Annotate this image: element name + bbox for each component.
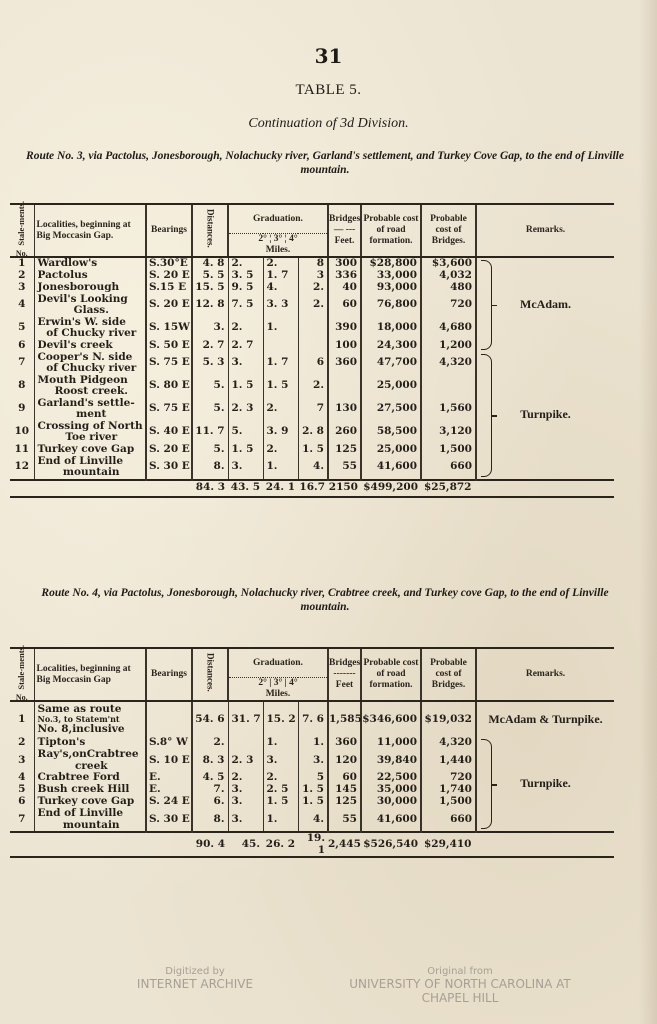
- distance: 7.: [192, 784, 228, 796]
- row-number: 8: [10, 375, 34, 398]
- distance: 4. 8: [192, 257, 228, 270]
- graduation-subheader: 2° | 3° | 4° Miles.: [228, 678, 328, 702]
- graduation-header: Graduation.: [228, 649, 328, 678]
- bridges-feet: 145: [328, 784, 361, 796]
- route3-title: Route No. 3, via Pactolus, Jonesborough, Nolachucky river, Garland's settlement, and Turkey Cove Gap, to the end of Linville mountain.: [26, 150, 624, 176]
- cost-bridges: 660: [421, 456, 476, 480]
- bearing: S. 75 E: [146, 398, 192, 421]
- graduation-3deg: 3. 3: [263, 294, 298, 317]
- distance: 2.: [192, 737, 228, 749]
- row-number: 3: [10, 282, 34, 294]
- distance: 8.: [192, 456, 228, 480]
- graduation-2deg: 3.: [228, 808, 263, 832]
- graduation-3deg: 2. 5: [263, 784, 298, 796]
- row-number: 7: [10, 352, 34, 375]
- graduation-2deg: 9. 5: [228, 282, 263, 294]
- cost-bridges: 1,200: [421, 340, 476, 352]
- bridges-feet: 260: [328, 421, 361, 444]
- row-number: 3: [10, 749, 34, 772]
- cost-road: 93,000: [361, 282, 421, 294]
- route4-table: [10, 644, 614, 858]
- cost-road: 35,000: [361, 784, 421, 796]
- cost-bridges: 480: [421, 282, 476, 294]
- bearing: S. 75 E: [146, 352, 192, 375]
- table-row: [10, 701, 614, 737]
- graduation-3deg: 1.: [263, 317, 298, 340]
- row-number: 9: [10, 398, 34, 421]
- distance: 11. 7: [192, 421, 228, 444]
- cost-road: $28,800: [361, 257, 421, 270]
- bearing: S. 24 E: [146, 796, 192, 808]
- cost-road: 22,500: [361, 772, 421, 784]
- cost-bridges: [421, 375, 476, 398]
- graduation-4deg: [298, 340, 328, 352]
- row-number: 12: [10, 456, 34, 480]
- graduation-4deg: 3.: [298, 749, 328, 772]
- locality: Devil's creek: [34, 340, 146, 352]
- distances-header: Distances.: [192, 205, 228, 257]
- graduation-4deg: 7: [298, 398, 328, 421]
- graduation-3deg: 1.: [263, 808, 298, 832]
- cost-bridges: 1,560: [421, 398, 476, 421]
- bearing: S. 30 E: [146, 808, 192, 832]
- page-number: 31: [314, 44, 343, 68]
- bridges-feet: 125: [328, 796, 361, 808]
- graduation-2deg: 3.: [228, 796, 263, 808]
- cost-bridges: 720: [421, 294, 476, 317]
- row-number: 10: [10, 421, 34, 444]
- bridges-feet: 120: [328, 749, 361, 772]
- graduation-4deg: 8: [298, 257, 328, 270]
- graduation-4deg: 6: [298, 352, 328, 375]
- locality: Cooper's N. side of Chucky river: [34, 352, 146, 375]
- bearings-header: Bearings: [146, 205, 192, 257]
- route3-table: [10, 200, 614, 498]
- locality: End of Linville mountain: [34, 808, 146, 832]
- graduation-4deg: 3: [298, 270, 328, 282]
- distance: 54. 6: [192, 701, 228, 737]
- graduation-2deg: 1. 5: [228, 375, 263, 398]
- bridges-feet: 125: [328, 444, 361, 456]
- bridges-feet: 360: [328, 737, 361, 749]
- remark: McAdam.: [476, 257, 614, 352]
- brace-icon: [481, 739, 492, 829]
- graduation-2deg: 1. 5: [228, 444, 263, 456]
- bearing: S. 50 E: [146, 340, 192, 352]
- graduation-4deg: 5: [298, 772, 328, 784]
- cost-bridges-header: Probable cost of Bridges.: [421, 649, 476, 701]
- cost-road: 18,000: [361, 317, 421, 340]
- graduation-2deg: 2. 3: [228, 398, 263, 421]
- row-number: 2: [10, 270, 34, 282]
- remarks-header: Remarks.: [476, 649, 614, 701]
- row-number: 6: [10, 340, 34, 352]
- graduation-3deg: 2.: [263, 772, 298, 784]
- locality: Mouth Pidgeon Roost creek.: [34, 375, 146, 398]
- graduation-4deg: [298, 317, 328, 340]
- distance: 12. 8: [192, 294, 228, 317]
- cost-bridges: 1,500: [421, 796, 476, 808]
- row-number: 4: [10, 294, 34, 317]
- cost-road: 24,300: [361, 340, 421, 352]
- remarks-header: Remarks.: [476, 205, 614, 257]
- bearings-header: Bearings: [146, 649, 192, 701]
- graduation-2deg: 5.: [228, 421, 263, 444]
- bridges-feet: 100: [328, 340, 361, 352]
- locality: Wardlow's: [34, 257, 146, 270]
- graduation-3deg: 1. 5: [263, 796, 298, 808]
- row-number: 5: [10, 317, 34, 340]
- locality: Erwin's W. side of Chucky river: [34, 317, 146, 340]
- bridges-feet: 60: [328, 294, 361, 317]
- cost-road: 76,800: [361, 294, 421, 317]
- distance: 5.: [192, 444, 228, 456]
- cost-road: 33,000: [361, 270, 421, 282]
- graduation-header: Graduation.: [228, 205, 328, 234]
- graduation-3deg: [263, 340, 298, 352]
- table-subtitle: Continuation of 3d Division.: [248, 116, 409, 131]
- statements-no-header: Stale-ments. No.: [10, 205, 34, 257]
- bearing: S.30°E: [146, 257, 192, 270]
- locality: Crabtree Ford: [34, 772, 146, 784]
- graduation-2deg: 2. 3: [228, 749, 263, 772]
- cost-road: 25,000: [361, 444, 421, 456]
- cost-bridges: 1,440: [421, 749, 476, 772]
- graduation-4deg: 7. 6: [298, 701, 328, 737]
- locality: Devil's Looking Glass.: [34, 294, 146, 317]
- cost-road: 58,500: [361, 421, 421, 444]
- bearing: S.15 E: [146, 282, 192, 294]
- cost-road: 25,000: [361, 375, 421, 398]
- graduation-4deg: 1. 5: [298, 796, 328, 808]
- bridges-feet: 130: [328, 398, 361, 421]
- graduation-2deg: 2.: [228, 317, 263, 340]
- locality: Turkey cove Gap: [34, 796, 146, 808]
- graduation-2deg: 31. 7: [228, 701, 263, 737]
- cost-bridges: 1,500: [421, 444, 476, 456]
- bridges-header: Bridges — --- Feet.: [328, 205, 361, 257]
- distance: 3.: [192, 317, 228, 340]
- graduation-2deg: 3.: [228, 456, 263, 480]
- cost-road: $346,600: [361, 701, 421, 737]
- graduation-3deg: 1. 7: [263, 270, 298, 282]
- locality: Ray's,onCrabtree creek: [34, 749, 146, 772]
- graduation-4deg: 2. 8: [298, 421, 328, 444]
- graduation-3deg: 1.: [263, 456, 298, 480]
- bearing: S. 40 E: [146, 421, 192, 444]
- cost-road: 30,000: [361, 796, 421, 808]
- bridges-feet: 360: [328, 352, 361, 375]
- bridges-feet: 300: [328, 257, 361, 270]
- distance: 8. 3: [192, 749, 228, 772]
- graduation-2deg: 2. 7: [228, 340, 263, 352]
- graduation-2deg: 3. 5: [228, 270, 263, 282]
- row-number: 6: [10, 796, 34, 808]
- graduation-2deg: 2.: [228, 772, 263, 784]
- cost-bridges: 3,120: [421, 421, 476, 444]
- bridges-feet: 60: [328, 772, 361, 784]
- graduation-3deg: 3. 9: [263, 421, 298, 444]
- brace-icon: [481, 354, 492, 477]
- localities-header: Localities, beginning at Big Moccasin Gap.: [34, 205, 146, 257]
- bearing: [146, 701, 192, 737]
- bridges-feet: [328, 375, 361, 398]
- row-number: 5: [10, 784, 34, 796]
- bearing: S.8° W: [146, 737, 192, 749]
- row-number: 7: [10, 808, 34, 832]
- distance: 5.: [192, 375, 228, 398]
- route4-totals-row: 90. 4 45. 26. 2 19. 1 2,445 $526,540 $29,410: [10, 832, 614, 857]
- graduation-2deg: 3.: [228, 784, 263, 796]
- graduation-4deg: 4.: [298, 808, 328, 832]
- bearing: S. 10 E: [146, 749, 192, 772]
- row-number: 1: [10, 257, 34, 270]
- bridges-feet: 55: [328, 456, 361, 480]
- row-number: 4: [10, 772, 34, 784]
- cost-road: 11,000: [361, 737, 421, 749]
- bearing: S. 20 E: [146, 444, 192, 456]
- digitized-by-watermark: Digitized by INTERNET ARCHIVE: [136, 966, 254, 991]
- locality: Jonesborough: [34, 282, 146, 294]
- bridges-feet: 390: [328, 317, 361, 340]
- row-number: 1: [10, 701, 34, 737]
- graduation-3deg: 1.: [263, 737, 298, 749]
- distance: 4. 5: [192, 772, 228, 784]
- page-edge-shadow: [639, 0, 657, 1024]
- graduation-3deg: 2.: [263, 444, 298, 456]
- cost-bridges: 720: [421, 772, 476, 784]
- distance: 6.: [192, 796, 228, 808]
- bridges-feet: 55: [328, 808, 361, 832]
- route3-totals-row: 84. 3 43. 5 24. 1 16.7 2150 $499,200 $25,872: [10, 480, 614, 497]
- distances-header: Distances.: [192, 649, 228, 701]
- locality: Crossing of North Toe river: [34, 421, 146, 444]
- graduation-4deg: 1. 5: [298, 444, 328, 456]
- locality: Garland's settle- ment: [34, 398, 146, 421]
- table-row: [10, 257, 614, 270]
- table-title: TABLE 5.: [295, 82, 362, 98]
- distance: 5. 5: [192, 270, 228, 282]
- locality: Bush creek Hill: [34, 784, 146, 796]
- cost-bridges: 1,740: [421, 784, 476, 796]
- remark: McAdam & Turnpike.: [488, 711, 603, 726]
- cost-road: 27,500: [361, 398, 421, 421]
- cost-road-header: Probable cost of road formation.: [361, 205, 421, 257]
- route4-title: Route No. 4, via Pactolus, Jonesborough, Nolachucky river, Crabtree creek, and Turkey cove Gap, to the end of Linville mountain.: [41, 587, 609, 613]
- graduation-2deg: 7. 5: [228, 294, 263, 317]
- original-from-watermark: Original from UNIVERSITY OF NORTH CAROLINA AT CHAPEL HILL: [349, 966, 571, 1005]
- graduation-3deg: 1. 7: [263, 352, 298, 375]
- cost-road: 41,600: [361, 808, 421, 832]
- bearing: E.: [146, 784, 192, 796]
- graduation-4deg: 2.: [298, 282, 328, 294]
- graduation-4deg: 2.: [298, 294, 328, 317]
- cost-bridges-header: Probable cost of Bridges.: [421, 205, 476, 257]
- statements-no-header: Stale-ments. No.: [10, 649, 34, 701]
- bearing: S. 20 E: [146, 270, 192, 282]
- distance: 5. 3: [192, 352, 228, 375]
- locality: End of Linville mountain: [34, 456, 146, 480]
- distance: 5.: [192, 398, 228, 421]
- graduation-4deg: 2.: [298, 375, 328, 398]
- graduation-3deg: 2.: [263, 398, 298, 421]
- row-number: 2: [10, 737, 34, 749]
- graduation-2deg: [228, 737, 263, 749]
- cost-road: 39,840: [361, 749, 421, 772]
- graduation-4deg: 1.: [298, 737, 328, 749]
- bridges-feet: 40: [328, 282, 361, 294]
- cost-bridges: 4,320: [421, 737, 476, 749]
- locality: Pactolus: [34, 270, 146, 282]
- remark: Turnpike.: [476, 737, 614, 832]
- distance: 15. 5: [192, 282, 228, 294]
- bridges-feet: 336: [328, 270, 361, 282]
- cost-bridges: 4,680: [421, 317, 476, 340]
- graduation-2deg: 3.: [228, 352, 263, 375]
- graduation-4deg: 1. 5: [298, 784, 328, 796]
- graduation-2deg: 2.: [228, 257, 263, 270]
- graduation-subheader: 2° ¦ 3° ¦ 4° Miles.: [228, 234, 328, 258]
- cost-road: 47,700: [361, 352, 421, 375]
- localities-header: Localities, beginning at Big Moccasin Gap: [34, 649, 146, 701]
- locality: Turkey cove Gap: [34, 444, 146, 456]
- locality: Tipton's: [34, 737, 146, 749]
- graduation-4deg: 4.: [298, 456, 328, 480]
- bearing: S. 20 E: [146, 294, 192, 317]
- bridges-feet: 1,585: [328, 701, 361, 737]
- graduation-3deg: 4.: [263, 282, 298, 294]
- bearing: E.: [146, 772, 192, 784]
- table-row: [10, 352, 614, 375]
- bearing: S. 30 E: [146, 456, 192, 480]
- bearing: S. 80 E: [146, 375, 192, 398]
- cost-road-header: Probable cost of road formation.: [361, 649, 421, 701]
- graduation-3deg: 1. 5: [263, 375, 298, 398]
- cost-bridges: 4,320: [421, 352, 476, 375]
- cost-bridges: 4,032: [421, 270, 476, 282]
- row-number: 11: [10, 444, 34, 456]
- distance: 2. 7: [192, 340, 228, 352]
- graduation-3deg: 3.: [263, 749, 298, 772]
- distance: 8.: [192, 808, 228, 832]
- graduation-3deg: 2.: [263, 257, 298, 270]
- brace-icon: [481, 260, 492, 350]
- cost-bridges: $3,600: [421, 257, 476, 270]
- graduation-3deg: 15. 2: [263, 701, 298, 737]
- cost-road: 41,600: [361, 456, 421, 480]
- locality: Same as route No.3, to Statem'nt No. 8,inclusive: [34, 701, 146, 737]
- cost-bridges: $19,032: [421, 701, 476, 737]
- remark: Turnpike.: [476, 352, 614, 480]
- cost-bridges: 660: [421, 808, 476, 832]
- bridges-header: Bridges ------- Feet: [328, 649, 361, 701]
- bearing: S. 15W: [146, 317, 192, 340]
